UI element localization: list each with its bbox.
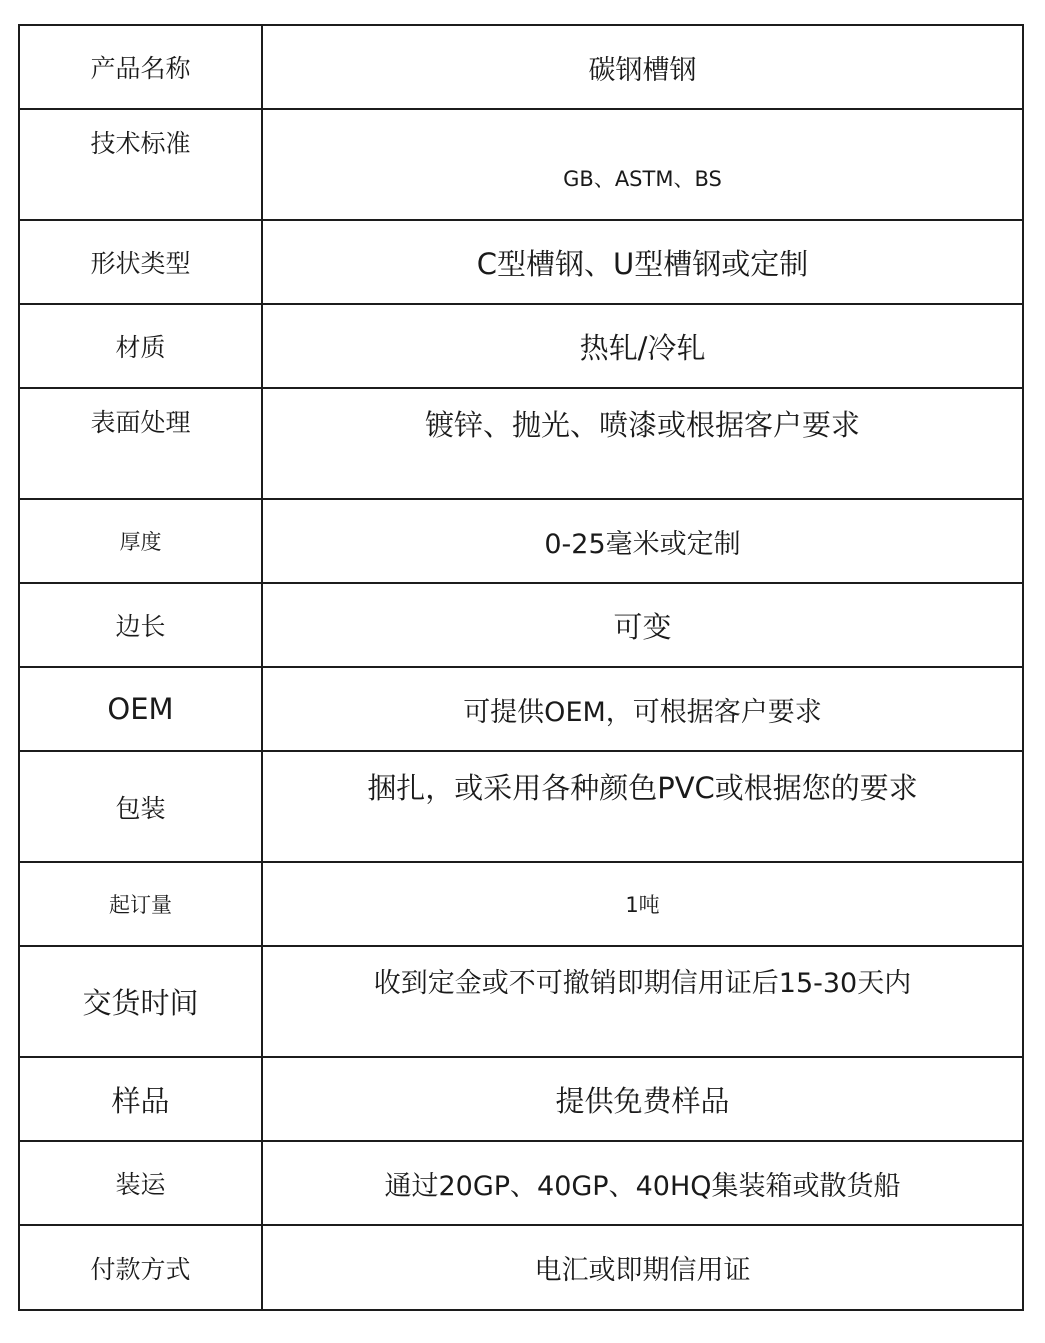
table-row	[19, 388, 1023, 499]
row-label: 材质	[19, 304, 262, 388]
row-value: 热轧/冷轧	[262, 304, 1023, 388]
table-row	[19, 304, 1023, 388]
row-value: 1吨	[262, 862, 1023, 946]
row-label: 包装	[19, 751, 262, 862]
table-row	[19, 499, 1023, 583]
table-row	[19, 1141, 1023, 1225]
row-label: 厚度	[19, 499, 262, 583]
row-label: 付款方式	[19, 1225, 262, 1310]
row-label: 起订量	[19, 862, 262, 946]
row-value: GB、ASTM、BS	[262, 109, 1023, 220]
row-value: 0-25毫米或定制	[262, 499, 1023, 583]
table-row	[19, 667, 1023, 751]
row-value: 可提供OEM，可根据客户要求	[262, 667, 1023, 751]
row-label: 装运	[19, 1141, 262, 1225]
table-row	[19, 1057, 1023, 1141]
row-value: 通过20GP、40GP、40HQ集装箱或散货船	[262, 1141, 1023, 1225]
table-row	[19, 946, 1023, 1057]
row-label: 产品名称	[19, 25, 262, 109]
row-label: 表面处理	[19, 388, 262, 499]
row-value: 可变	[262, 583, 1023, 667]
row-label: 样品	[19, 1057, 262, 1141]
table-row	[19, 1225, 1023, 1310]
row-label: 交货时间	[19, 946, 262, 1057]
table-row	[19, 862, 1023, 946]
product-spec-table	[18, 24, 1024, 1311]
row-value: 提供免费样品	[262, 1057, 1023, 1141]
row-value: 捆扎，或采用各种颜色PVC或根据您的要求	[262, 751, 1023, 862]
table-row	[19, 220, 1023, 304]
table-row	[19, 25, 1023, 109]
row-label: 技术标准	[19, 109, 262, 220]
row-value: C型槽钢、U型槽钢或定制	[262, 220, 1023, 304]
table-row	[19, 109, 1023, 220]
row-value: 镀锌、抛光、喷漆或根据客户要求	[262, 388, 1023, 499]
table-row	[19, 583, 1023, 667]
row-label: 边长	[19, 583, 262, 667]
row-label: 形状类型	[19, 220, 262, 304]
row-value: 碳钢槽钢	[262, 25, 1023, 109]
row-value: 电汇或即期信用证	[262, 1225, 1023, 1310]
row-label: OEM	[19, 667, 262, 751]
table-row	[19, 751, 1023, 862]
row-value: 收到定金或不可撤销即期信用证后15-30天内	[262, 946, 1023, 1057]
